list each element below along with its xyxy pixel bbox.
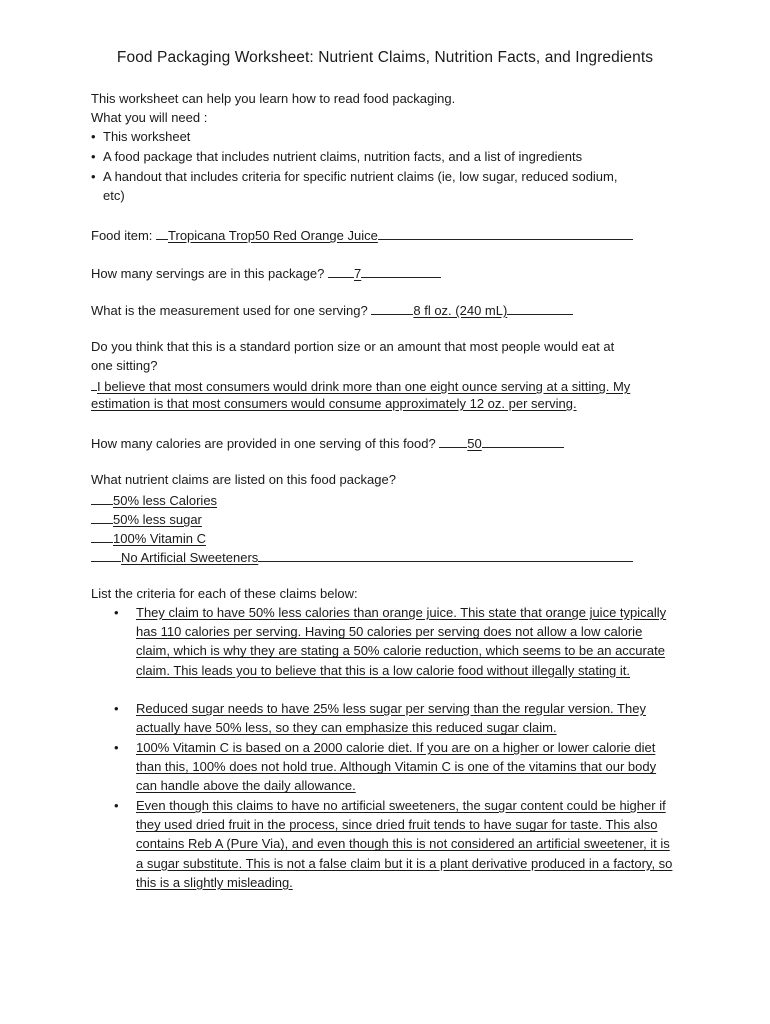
criteria-item-4: Even though this claims to have no artificial sweeteners, the sugar content could be higher if they used dried fruit in the process, since dried fruit tends to have sugar for taste. This also contains Reb A (Pure Via), and even though this is not considered an artificial sweetener, it is a sugar substitute. This is not a false claim but it is a plant derivative produced in a factory, so this is a slightly misleading. (136, 798, 673, 890)
intro-line-1: This worksheet can help you learn how to read food packaging. (91, 91, 456, 106)
servings-question: How many servings are in this package? (91, 266, 329, 281)
calories-row (91, 432, 564, 453)
claim-item-4: No Artificial Sweeteners (91, 546, 633, 567)
criteria-item-2: Reduced sugar needs to have 25% less sugar per serving than the regular version. They actually have 50% less, so they can emphasize this reduced sugar claim. (136, 701, 646, 736)
page-title: Food Packaging Worksheet: Nutrient Claims, Nutrition Facts, and Ingredients (116, 49, 654, 66)
portion-answer-1: I believe that most consumers would drink more than one eight ounce serving at a sitting. My (91, 375, 630, 396)
criteria-item-1: They claim to have 50% less calories than orange juice. This state that orange juice typically has 110 calories per serving. Having 50 calories per serving does not allow a low calorie claim, which is why they are stating a 50% calorie reduction, which seems to be an accurate claim. This leads you to believe that this is a low calorie food without illegally stating it. (136, 605, 667, 678)
portion-question-1: Do you think that this is a standard portion size or an amount that most people would eat at (91, 339, 615, 354)
food-item-answer: Tropicana Trop50 Red Orange Juice (168, 228, 378, 243)
measurement-row (91, 299, 573, 320)
needs-item-3-cont: etc) (103, 188, 125, 203)
criteria-heading: List the criteria for each of these claims below: (91, 586, 358, 601)
servings-answer: 7 (354, 266, 362, 281)
needs-item-1: This worksheet (103, 129, 191, 144)
food-item-row (91, 224, 633, 245)
claim-item-3: 100% Vitamin C (91, 527, 206, 548)
bullet-dot: • (114, 605, 119, 620)
portion-question-2: one sitting? (91, 358, 158, 373)
criteria-item-3: 100% Vitamin C is based on a 2000 calorie diet. If you are on a higher or lower calorie diet than this, 100% does not hold true. Although Vitamin C is one of the vitamins that our body can handle above the daily allowance. (136, 740, 657, 794)
bullet-dot: • (91, 169, 96, 184)
calories-question: How many calories are provided in one serving of this food? (91, 436, 440, 451)
food-item-label: Food item: (91, 228, 157, 243)
claims-question: What nutrient claims are listed on this food package? (91, 472, 396, 487)
bullet-dot: • (114, 740, 119, 755)
portion-answer-2: estimation is that most consumers would consume approximately 12 oz. per serving. (91, 396, 577, 411)
bullet-dot: • (114, 701, 119, 716)
intro-line-2: What you will need : (91, 110, 208, 125)
needs-item-2: A food package that includes nutrient claims, nutrition facts, and a list of ingredients (103, 149, 583, 164)
measurement-answer: 8 fl oz. (240 mL) (413, 303, 508, 318)
needs-item-3: A handout that includes criteria for specific nutrient claims (ie, low sugar, reduced sodium, (103, 169, 618, 184)
bullet-dot: • (91, 149, 96, 164)
calories-answer: 50 (467, 436, 482, 451)
claim-item-1: 50% less Calories (91, 489, 217, 510)
claim-item-2: 50% less sugar (91, 508, 202, 529)
servings-row (91, 262, 441, 283)
measurement-question: What is the measurement used for one serving? (91, 303, 372, 318)
bullet-dot: • (91, 129, 96, 144)
bullet-dot: • (114, 798, 119, 813)
